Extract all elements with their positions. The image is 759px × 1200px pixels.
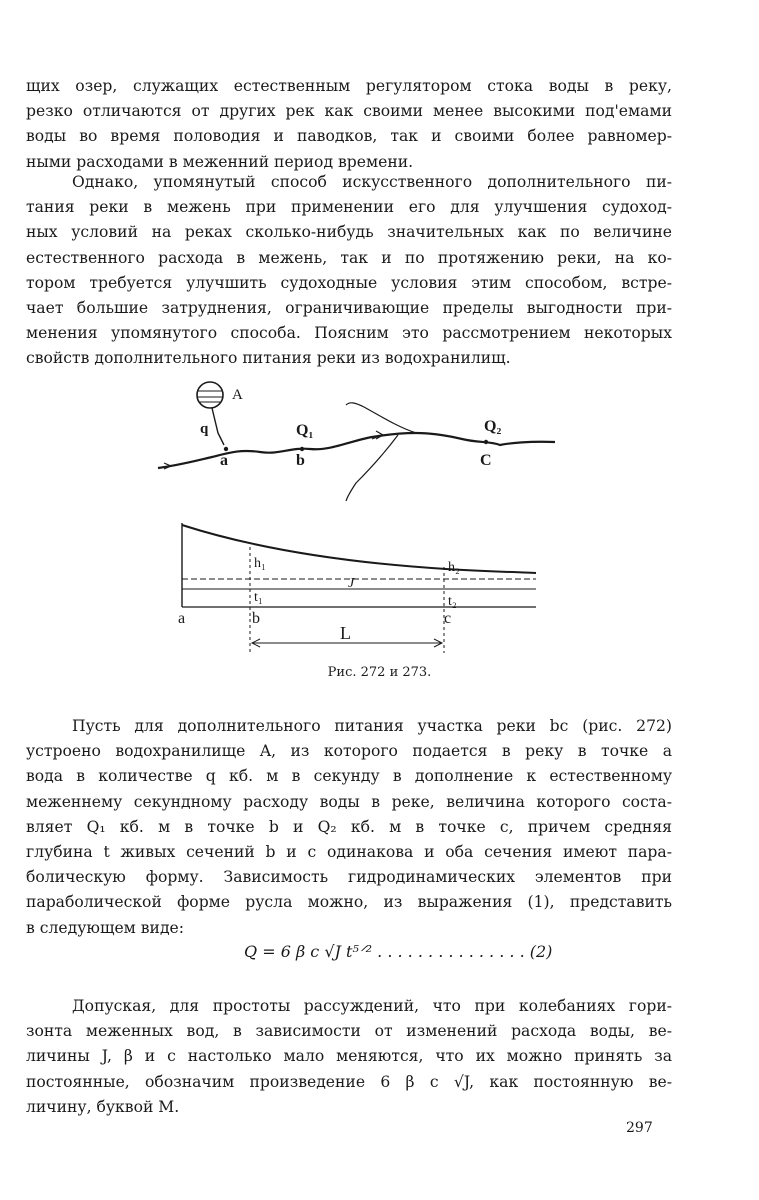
label-q: q: [200, 421, 209, 437]
text-line: щих озер, служащих естественным регулятором стока воды в реку,: [26, 77, 672, 95]
text-line: свойств дополнительного питания реки из водохранилищ.: [26, 349, 511, 368]
label-t1: t₁: [254, 590, 263, 605]
tributary: [346, 403, 416, 433]
label-L: L: [340, 623, 351, 643]
label-t2: t₂: [448, 594, 457, 609]
label-c-plan: C: [480, 452, 492, 469]
river-profile-figure: [178, 523, 536, 653]
label-b-profile: b: [252, 610, 260, 627]
text-line: меженнему секундному расходу воды в реке, величина которого соста-: [26, 792, 672, 811]
text-line: Пусть для дополнительного питания участка реки bc (рис. 272): [72, 717, 672, 735]
text-line: ными расходами в меженний период времени.: [26, 152, 414, 171]
label-h2: h₂: [448, 560, 460, 575]
text-line: вода в количестве q кб. м в секунду в дополнение к естественному: [26, 767, 672, 786]
text-line: личину, буквой M.: [26, 1097, 180, 1116]
paragraph-3: [26, 714, 672, 941]
water-surface-curve: [182, 525, 536, 573]
label-a-profile: a: [178, 610, 186, 627]
text-line: Однако, упомянутый способ искусственного дополнительного пи-: [72, 173, 672, 191]
label-a-plan: a: [220, 452, 228, 469]
text-line: тором требуется улучшить судоходные условия этим способом, встре-: [26, 273, 672, 292]
text-line: ных условий на реках сколько-нибудь значительных как по величине: [26, 223, 672, 242]
paragraph-4: [26, 994, 672, 1120]
text-line: чает большие затруднения, ограничивающие пределы выгодности при-: [26, 299, 672, 318]
formula-2: Q = 6 β c √J t⁵ᐟ² . . . . . . . . . . . . . . . (2): [244, 942, 553, 961]
text-line: постоянные, обозначим произведение 6 β c √J, как постоянную ве-: [26, 1072, 672, 1091]
paragraph-1: [26, 74, 672, 175]
paragraph-2: [26, 170, 672, 372]
label-c-profile: c: [444, 610, 452, 627]
text-line: вляет Q₁ кб. м в точке b и Q₂ кб. м в точке c, причем средняя: [26, 817, 672, 836]
label-Q1: Q₁: [296, 422, 314, 439]
text-line: глубина t живых сечений b и c одинакова и оба сечения имеют пара-: [26, 843, 672, 862]
reservoir-symbol: [197, 382, 223, 408]
tributary: [346, 435, 398, 501]
supply-channel: [212, 408, 224, 445]
label-J: J: [348, 576, 355, 591]
text-line: естественного расхода в межень, так и по протяжению реки, на ко-: [26, 248, 672, 267]
text-line: менения упомянутого способа. Поясним это рассмотрением некоторых: [26, 324, 672, 343]
text-line: зонта меженных вод, в зависимости от изменений расхода воды, ве-: [26, 1022, 672, 1041]
page-number: 297: [626, 1120, 653, 1136]
text-line: болическую форму. Зависимость гидродинамических элементов при: [26, 868, 672, 887]
river-line: [158, 433, 555, 468]
figure-caption: Рис. 272 и 273.: [327, 665, 432, 680]
label-b-plan: b: [296, 452, 305, 469]
figure-272-273: [150, 365, 570, 665]
river-plan-figure: [158, 382, 555, 501]
text-line: устроено водохранилище A, из которого подается в реку в точке a: [26, 742, 672, 761]
text-line: тания реки в межень при применении его для улучшения судоход-: [26, 198, 672, 217]
label-h1: h₁: [254, 556, 266, 571]
text-line: резко отличаются от других рек как своими менее высокими под'емами: [26, 102, 672, 121]
text-line: воды во время половодия и паводков, так и своими более равномер-: [26, 127, 672, 146]
label-A: A: [232, 387, 243, 403]
text-line: личины J, β и c настолько мало меняются, что их можно принять за: [26, 1047, 672, 1066]
label-Q2: Q₂: [484, 418, 502, 435]
text-line: параболической форме русла можно, из выражения (1), представить: [26, 893, 672, 912]
text-line: Допуская, для простоты рассуждений, что при колебаниях гори-: [72, 997, 672, 1015]
text-line: в следующем виде:: [26, 918, 185, 937]
